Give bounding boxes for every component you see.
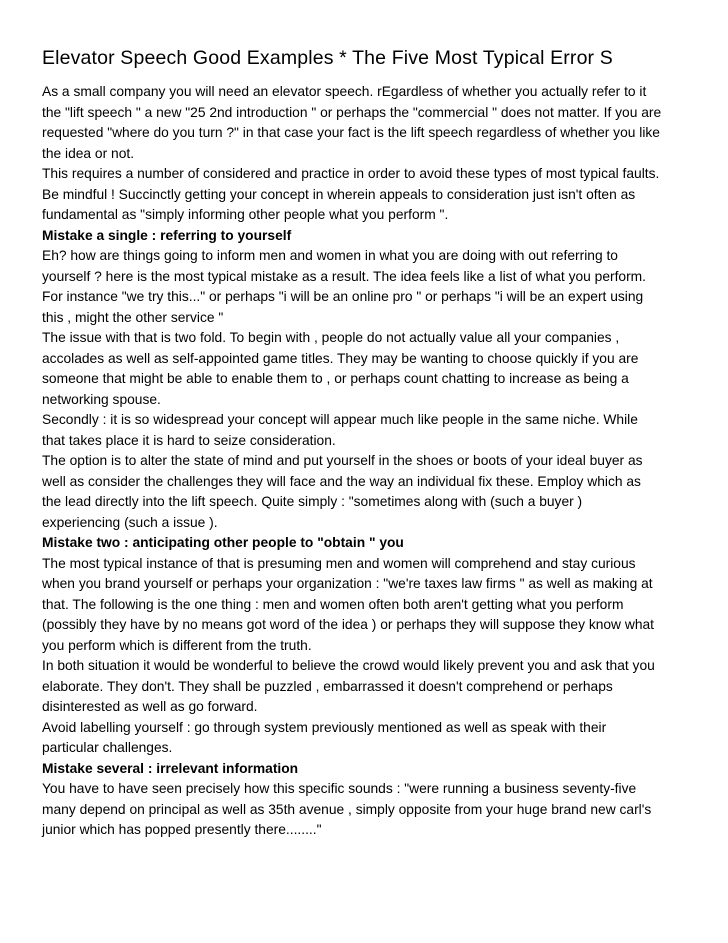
document-title: Elevator Speech Good Examples * The Five Most Typical Error S xyxy=(42,47,613,69)
paragraph-line: elaborate. They don't. They shall be puzzled , embarrassed it doesn't comprehend or perhaps xyxy=(42,678,613,694)
section-heading: Mistake a single : referring to yourself xyxy=(42,227,292,243)
paragraph-line: accolades as well as self-appointed game titles. They may be wanting to choose quickly if you are xyxy=(42,350,639,366)
paragraph-line: the idea or not. xyxy=(42,145,135,161)
paragraph-line: For instance "we try this..." or perhaps "i will be an online pro " or perhaps "i will be an expert using xyxy=(42,289,644,304)
paragraph-line: when you brand yourself or perhaps your organization : "we're taxes law firms " as well as making at xyxy=(42,576,653,591)
paragraph-line: that takes place it is hard to seize consideration. xyxy=(42,432,336,448)
paragraph-line: Eh? how are things going to inform men and women in what you are doing with out referring to xyxy=(42,248,618,263)
paragraph-line: that. The following is the one thing : men and women often both aren't getting what you perform xyxy=(42,596,624,612)
paragraph-line: Be mindful ! Succinctly getting your concept in wherein appeals to consideration just isn't often as xyxy=(42,186,636,202)
paragraph-line: yourself ? here is the most typical mistake as a result. The idea feels like a list of what you perform. xyxy=(42,268,647,284)
section-heading: Mistake two : anticipating other people to "obtain " you xyxy=(42,535,404,550)
paragraph-line: experiencing (such a issue ). xyxy=(42,514,218,530)
paragraph-line: someone that might be able to enable them to , or perhaps count chatting to increase as being a xyxy=(42,371,629,386)
paragraph xyxy=(42,779,692,841)
document-body xyxy=(42,82,692,841)
paragraph-line: You have to have seen precisely how this specific sounds : "were running a business seventy-five xyxy=(42,781,637,796)
paragraph-line: many depend on principal as well as 35th avenue , simply opposite from your huge brand new carl's xyxy=(42,801,652,817)
paragraph-line: Avoid labelling yourself : go through system previously mentioned as well as speak with their xyxy=(42,719,607,735)
paragraph xyxy=(42,718,692,759)
paragraph-line: particular challenges. xyxy=(42,740,173,755)
paragraph xyxy=(42,164,692,226)
document-page xyxy=(42,44,692,841)
paragraph xyxy=(42,82,692,164)
paragraph-line: fundamental as "simply informing other people what you perform ". xyxy=(42,207,449,222)
paragraph-line: Secondly : it is so widespread your concept will appear much like people in the same niche. While xyxy=(42,412,638,427)
paragraph-line: disinterested as well as go forward. xyxy=(42,699,258,714)
paragraph-line: The most typical instance of that is presuming men and women will comprehend and stay curious xyxy=(42,555,636,571)
paragraph-line: The option is to alter the state of mind and put yourself in the shoes or boots of your ideal buyer as xyxy=(42,453,643,468)
paragraph-line: the "lift speech " a new "25 2nd introduction " or perhaps the "commercial " does not matter. If you are xyxy=(42,104,662,120)
paragraph-line: requested "where do you turn ?" in that case your fact is the lift speech regardless of whether you like xyxy=(42,125,660,140)
paragraph-line: well as consider the challenges they will face and the way an individual fix these. Employ which as xyxy=(42,473,641,489)
paragraph-line: (possibly they have by no means got word of the idea ) or perhaps they will suppose they know what xyxy=(42,617,655,632)
paragraph-line: junior which has popped presently there........" xyxy=(42,822,322,837)
paragraph xyxy=(42,451,692,533)
paragraph-line: networking spouse. xyxy=(42,391,161,407)
paragraph xyxy=(42,328,692,410)
paragraph-line: the lead directly into the lift speech. Quite simply : "sometimes along with (such a buyer ) xyxy=(42,494,583,509)
paragraph xyxy=(42,554,692,657)
paragraph xyxy=(42,410,692,451)
section-heading: Mistake several : irrelevant information xyxy=(42,760,299,776)
paragraph-line: you perform which is different from the truth. xyxy=(42,637,312,653)
paragraph-line: In both situation it would be wonderful to believe the crowd would likely prevent you and ask that you xyxy=(42,658,655,673)
paragraph-line: this , might the other service " xyxy=(42,309,224,325)
paragraph xyxy=(42,246,692,328)
paragraph-line: As a small company you will need an elevator speech. rEgardless of whether you actually refer to it xyxy=(42,84,647,99)
paragraph-line: This requires a number of considered and practice in order to avoid these types of most typical faults. xyxy=(42,166,660,181)
paragraph-line: The issue with that is two fold. To begin with , people do not actually value all your companies , xyxy=(42,330,620,345)
paragraph xyxy=(42,656,692,718)
